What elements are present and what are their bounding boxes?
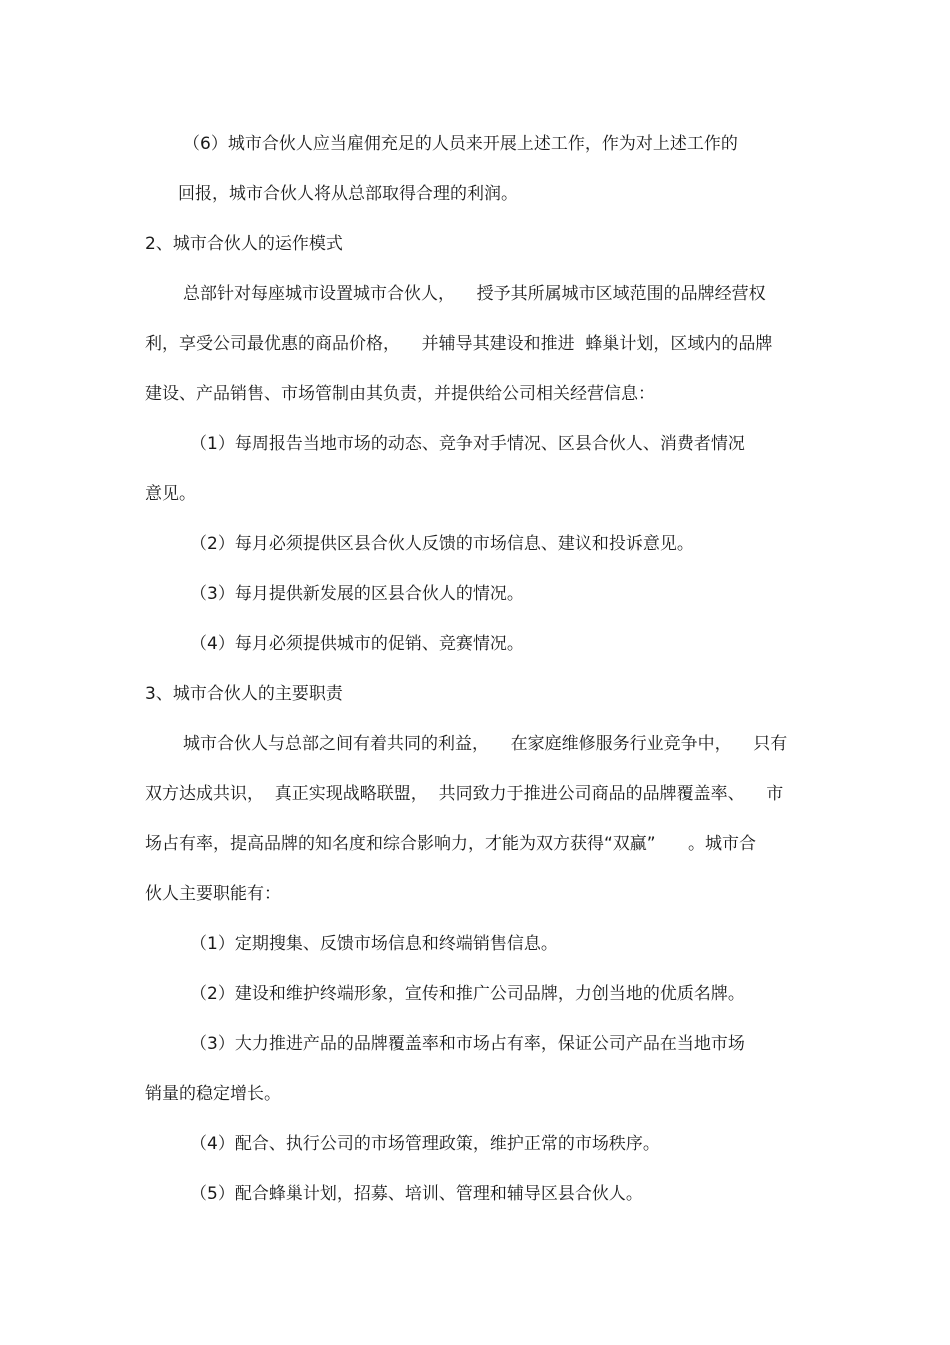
list-item: （5）配合蜂巢计划，招募、培训、管理和辅导区县合伙人。 xyxy=(190,1184,643,1204)
list-item: （3）大力推进产品的品牌覆盖率和市场占有率，保证公司产品在当地市场 xyxy=(190,1034,745,1054)
section-heading: 3、城市合伙人的主要职责 xyxy=(145,684,343,704)
list-item: （2）每月必须提供区县合伙人反馈的市场信息、建议和投诉意见。 xyxy=(190,534,694,554)
list-item: （1）每周报告当地市场的动态、竞争对手情况、区县合伙人、消费者情况 xyxy=(190,434,745,454)
paragraph-line: 总部针对每座城市设置城市合伙人， 授予其所属城市区域范围的品牌经营权 xyxy=(183,284,766,304)
list-item: （2）建设和维护终端形象，宣传和推广公司品牌，力创当地的优质名牌。 xyxy=(190,984,745,1004)
list-item: 销量的稳定增长。 xyxy=(145,1084,281,1104)
paragraph-line: 城市合伙人与总部之间有着共同的利益， 在家庭维修服务行业竞争中， 只有 xyxy=(183,734,788,754)
list-item: （3）每月提供新发展的区县合伙人的情况。 xyxy=(190,584,524,604)
paragraph-line: 建设、产品销售、市场管制由其负责，并提供给公司相关经营信息： xyxy=(145,384,655,404)
paragraph-line: 伙人主要职能有： xyxy=(145,884,281,904)
paragraph-line: 双方达成共识， 真正实现战略联盟， 共同致力于推进公司商品的品牌覆盖率、 市 xyxy=(145,784,784,804)
paragraph-line: 利，享受公司最优惠的商品价格， 并辅导其建设和推进 蜂巢计划，区域内的品牌 xyxy=(145,334,773,354)
list-item: 意见。 xyxy=(145,484,196,504)
list-item: （4）配合、执行公司的市场管理政策，维护正常的市场秩序。 xyxy=(190,1134,660,1154)
section-heading: 2、城市合伙人的运作模式 xyxy=(145,234,343,254)
paragraph-line: （6）城市合伙人应当雇佣充足的人员来开展上述工作，作为对上述工作的 xyxy=(183,134,738,154)
list-item: （4）每月必须提供城市的促销、竞赛情况。 xyxy=(190,634,524,654)
paragraph-line: 回报，城市合伙人将从总部取得合理的利润。 xyxy=(178,184,518,204)
list-item: （1）定期搜集、反馈市场信息和终端销售信息。 xyxy=(190,934,558,954)
paragraph-line: 场占有率，提高品牌的知名度和综合影响力，才能为双方获得“双赢” 。城市合 xyxy=(145,834,757,854)
